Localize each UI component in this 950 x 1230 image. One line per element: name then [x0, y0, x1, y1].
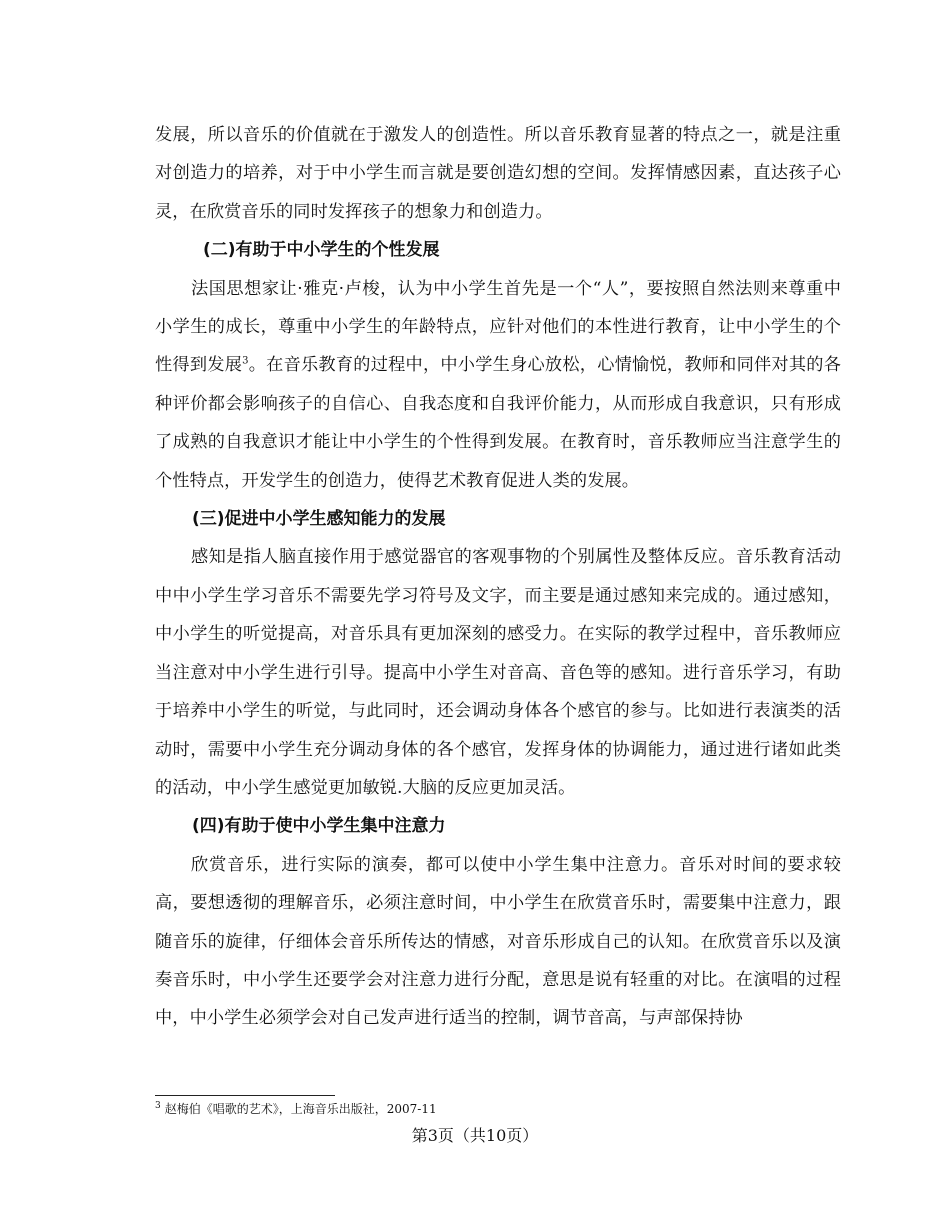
section-heading-2: (二)有助于中小学生的个性发展: [203, 240, 440, 261]
page-number: 第3页（共10页）: [411, 1126, 539, 1145]
body-text: [155, 116, 841, 1038]
paragraph-2-text-b: 。在音乐教育的过程中，中小学生身心放松，心情愉悦，教师和同伴对其的各种评价都会影响孩子的自信心、自我态度和自我评价能力，从而形成自我意识，只有形成了成熟的自我意识才能让中小学生的个性得到发展。在教育时，音乐教师应当注意学生的个性特点，开发学生的创造力，使得艺术教育促进人类的发展。: [155, 355, 841, 491]
paragraph-1: 发展，所以音乐的价值就在于激发人的创造性。所以音乐教育显著的特点之一，就是注重对创造力的培养，对于中小学生而言就是要创造幻想的空间。发挥情感因素，直达孩子心灵，在欣赏音乐的同时发挥孩子的想象力和创造力。: [155, 125, 841, 222]
footnote-number: 3: [155, 1101, 161, 1111]
footnote: [155, 1100, 437, 1118]
paragraph-2-text-a: 法国思想家让·雅克·卢梭，认为中小学生首先是一个“人”，要按照自然法则来尊重中小学生的成长，尊重中小学生的年龄特点，应针对他们的本性进行教育，让中小学生的个性得到发展: [155, 278, 841, 376]
paragraph-2: [155, 270, 841, 500]
footnote-text: 赵梅伯《唱歌的艺术》，上海音乐出版社，2007-11: [164, 1102, 437, 1116]
paragraph-3: 感知是指人脑直接作用于感觉器官的客观事物的个别属性及整体反应。音乐教育活动中中小学生学习音乐不需要先学习符号及文字，而主要是通过感知来完成的。通过感知，中小学生的听觉提高，对音乐具有更加深刻的感受力。在实际的教学过程中，音乐教师应当注意对中小学生进行引导。提高中小学生对音高、音色等的感知。进行音乐学习，有助于培养中小学生的听觉，与此同时，还会调动身体各个感官的参与。比如进行表演类的活动时，需要中小学生充分调动身体的各个感官，发挥身体的协调能力，通过进行诸如此类的活动，中小学生感觉更加敏锐.大脑的反应更加灵活。: [155, 547, 841, 798]
section-heading-3: (三)促进中小学生感知能力的发展: [192, 509, 446, 530]
footnote-divider: [155, 1095, 335, 1096]
paragraph-4: 欣赏音乐，进行实际的演奏，都可以使中小学生集中注意力。音乐对时间的要求较高，要想透彻的理解音乐，必须注意时间，中小学生在欣赏音乐时，需要集中注意力，跟随音乐的旋律，仔细体会音乐所传达的情感，对音乐形成自己的认知。在欣赏音乐以及演奏音乐时，中小学生还要学会对注意力进行分配，意思是说有轻重的对比。在演唱的过程中，中小学生必须学会对自己发声进行适当的控制，调节音高，与声部保持协: [155, 854, 841, 1029]
footnote-reference[interactable]: 3: [242, 355, 249, 367]
section-heading-4: (四)有助于使中小学生集中注意力: [192, 816, 446, 837]
